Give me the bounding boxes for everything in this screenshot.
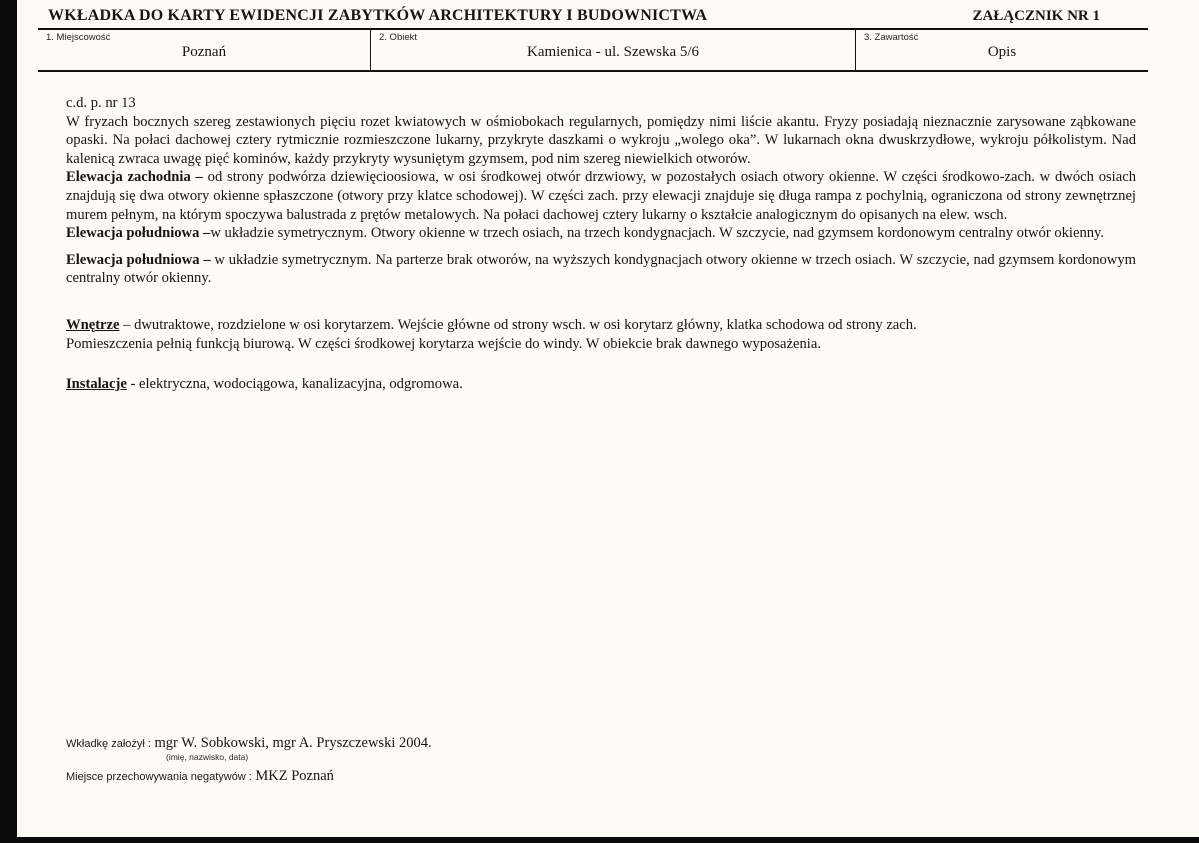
- paragraph-text: od strony podwórza dziewięcioosiowa, w osi środkowej otwór drzwiowy, w pozostałych osiach otwory okienne. W części środkowo-zach. w dwóch osiach znajdują się dwa otwory okienne spłaszczone (otwory przy klatce schodowej). W części zach. przy elewacji znajduje się długa rampa z pochylnią, ograniczona od strony zewnętrznej murem pełnym, na którym spoczywa balustrada z prętów metalowych. Na połaci dachowej cztery lukarny o kształcie analogicznym do opisanych na elew. wsch.: [66, 169, 1136, 223]
- paragraph-lead: Elewacja zachodnia –: [66, 169, 203, 186]
- document-header: [38, 5, 1148, 72]
- header-fields-row: [38, 30, 1148, 72]
- negatives-label: Miejsce przechowywania negatywów :: [66, 771, 252, 783]
- header-title-row: [38, 5, 1148, 30]
- paragraph-elewacja-poludniowa-1: [66, 224, 1136, 243]
- paragraph-continuation-note: [66, 94, 1136, 113]
- founder-value: mgr W. Sobkowski, mgr A. Pryszczewski 2004.: [154, 735, 432, 751]
- field-zawartosc-value: Opis: [987, 44, 1017, 60]
- negatives-value: MKZ Poznań: [255, 768, 334, 784]
- paragraph-elewacja-zachodnia: [66, 168, 1136, 224]
- field-obiekt: [370, 30, 855, 70]
- paragraph-text: Pomieszczenia pełnią funkcją biurową. W części środkowej korytarza wejście do windy. W obiekcie brak dawnego wyposażenia.: [66, 335, 821, 352]
- paragraph-instalacje: [66, 375, 1136, 394]
- paragraph-text: W fryzach bocznych szereg zestawionych pięciu rozet kwiatowych w ośmiobokach regularnych, pomiędzy nimi liście akantu. Fryzy posiadają nieznacznie zarysowane ząbkowane opaski. Na połaci dachowej cztery rytmicznie rozmieszczone lukarny, przykryte daszkami o wykroju „wolego oka”. W lukarnach okna dwuskrzydłowe, wykroju półkolistym. Nad kalenicą zwraca uwagę pięć kominów, każdy przykryty wysuniętym gzymsem, pod nim szereg niewielkich otworów.: [66, 113, 1136, 167]
- paragraph-text: c.d. p. nr 13: [66, 95, 136, 111]
- founder-sub-label: (imię, nazwisko, data): [166, 752, 249, 762]
- scan-edge-bottom: [8, 837, 1199, 843]
- field-zawartosc-label: 3. Zawartość: [864, 32, 919, 43]
- document-title: WKŁADKA DO KARTY EWIDENCJI ZABYTKÓW ARCHITEKTURY I BUDOWNICTWA: [48, 7, 708, 24]
- description-body: [66, 94, 1136, 394]
- field-obiekt-label: 2. Obiekt: [379, 32, 418, 43]
- paragraph-wnetrze: [66, 316, 1136, 335]
- paragraph-lead: Wnętrze: [66, 316, 120, 333]
- paragraph-text: w układzie symetrycznym. Otwory okienne w trzech osiach, na trzech kondygnacjach. W szczycie, nad gzymsem kordonowym centralny otwór okienny.: [210, 225, 1105, 242]
- paragraph-lead: Instalacje: [66, 376, 127, 393]
- founder-label: Wkładkę założył :: [66, 738, 151, 750]
- paragraph-elewacja-poludniowa-2: [66, 251, 1136, 288]
- field-zawartosc: [855, 30, 1148, 70]
- field-miejscowosc-value: Poznań: [181, 44, 227, 60]
- paragraph-fryzy: [66, 113, 1136, 169]
- scan-edge-left: [0, 0, 17, 843]
- paragraph-lead: Elewacja południowa –: [66, 225, 211, 242]
- paragraph-text: w układzie symetrycznym. Na parterze brak otworów, na wyższych kondygnacjach otwory okienne w trzech osiach. W szczycie, nad gzymsem kordonowym centralny otwór okienny.: [66, 251, 1136, 287]
- annex-label: ZAŁĄCZNIK NR 1: [972, 8, 1100, 24]
- field-miejscowosc-label: 1. Miejscowość: [46, 32, 111, 43]
- paragraph-pomieszczenia: [66, 335, 1136, 354]
- document-footer: [66, 735, 432, 785]
- field-miejscowosc: [38, 30, 370, 70]
- founder-line: [66, 735, 432, 752]
- field-obiekt-value: Kamienica - ul. Szewska 5/6: [526, 44, 700, 60]
- paragraph-text: - elektryczna, wodociągowa, kanalizacyjna, odgromowa.: [126, 376, 463, 393]
- negatives-line: [66, 768, 432, 785]
- paragraph-lead: Elewacja południowa –: [66, 251, 211, 268]
- paragraph-text: – dwutraktowe, rozdzielone w osi korytarzem. Wejście główne od strony wsch. w osi korytarz główny, klatka schodowa od strony zach.: [119, 316, 917, 333]
